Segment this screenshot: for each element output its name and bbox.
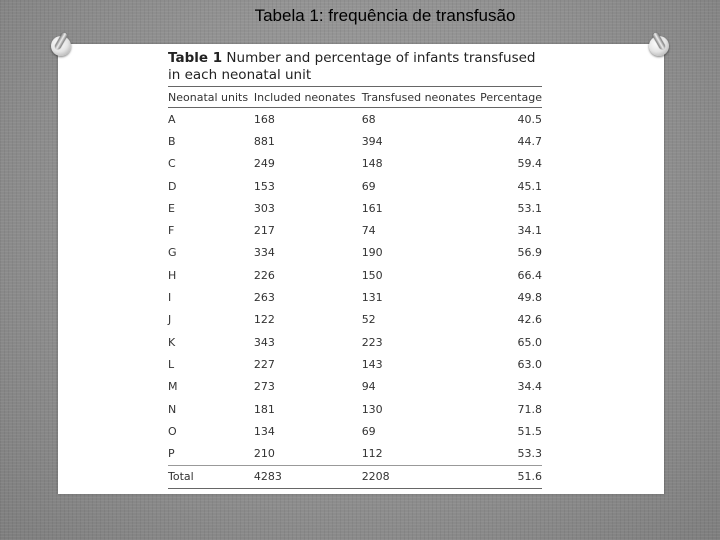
cell-unit: Total (168, 465, 254, 488)
cell-percentage: 53.3 (517, 447, 542, 461)
cell-percentage: 65.0 (517, 335, 542, 349)
table-row (168, 398, 542, 420)
table-row (168, 108, 542, 131)
header-included: Included neonates (254, 87, 362, 108)
table-row (168, 420, 542, 442)
cell-included: 122 (253, 313, 275, 327)
cell-percentage: 53.1 (517, 201, 542, 215)
pushpin-icon (51, 36, 71, 56)
cell-unit: L (168, 357, 175, 371)
table-row (168, 242, 542, 264)
table-row (168, 353, 542, 375)
table-total-row (168, 465, 542, 488)
table-row (168, 130, 542, 152)
cell-included: 217 (253, 224, 275, 238)
header-row (168, 87, 542, 108)
cell-unit: K (168, 335, 176, 349)
cell-transfused: 52 (361, 313, 376, 327)
table-row (168, 286, 542, 308)
cell-included: 168 (253, 112, 275, 126)
cell-unit: G (168, 246, 177, 260)
cell-transfused: 69 (361, 179, 376, 193)
cell-percentage: 45.1 (517, 179, 542, 193)
table-caption (168, 50, 546, 84)
cell-unit: H (168, 268, 177, 282)
cell-transfused: 223 (361, 335, 383, 349)
cell-transfused: 74 (361, 224, 376, 238)
cell-unit: N (168, 402, 177, 416)
cell-transfused: 68 (361, 112, 376, 126)
cell-transfused: 130 (361, 402, 383, 416)
cell-transfused: 143 (361, 357, 383, 371)
cell-transfused: 150 (361, 268, 383, 282)
cell-unit: A (168, 112, 176, 126)
cell-transfused: 69 (361, 424, 376, 438)
cell-unit: J (168, 313, 172, 327)
header-transfused: Transfused neonates (362, 87, 480, 108)
table-row (168, 309, 542, 331)
cell-included: 181 (253, 402, 275, 416)
cell-transfused: 190 (361, 246, 383, 260)
cell-transfused: 394 (361, 134, 383, 148)
cell-included: 273 (253, 380, 275, 394)
cell-transfused: 131 (361, 291, 383, 305)
cell-transfused: 94 (361, 380, 376, 394)
table-row (168, 442, 542, 465)
cell-unit: E (168, 201, 175, 215)
cell-percentage: 49.8 (517, 291, 542, 305)
table-row (168, 197, 542, 219)
cell-unit: D (168, 179, 177, 193)
cell-percentage: 51.6 (480, 465, 542, 488)
cell-percentage: 34.1 (517, 224, 542, 238)
cell-included: 334 (253, 246, 275, 260)
cell-included: 303 (253, 201, 275, 215)
cell-transfused: 161 (361, 201, 383, 215)
cell-percentage: 44.7 (517, 134, 542, 148)
cell-unit: I (168, 291, 172, 305)
cell-percentage: 51.5 (517, 424, 542, 438)
cell-included: 227 (253, 357, 275, 371)
cell-included: 343 (253, 335, 275, 349)
header-units: Neonatal units (168, 87, 254, 108)
cell-included: 263 (253, 291, 275, 305)
table-row (168, 153, 542, 175)
table-body (168, 108, 542, 489)
cell-percentage: 71.8 (517, 402, 542, 416)
cell-unit: C (168, 157, 176, 171)
cell-percentage: 40.5 (517, 112, 542, 126)
cell-percentage: 42.6 (517, 313, 542, 327)
cell-unit: B (168, 134, 176, 148)
table-row (168, 219, 542, 241)
cell-percentage: 59.4 (517, 157, 542, 171)
pushpin-icon (649, 36, 669, 56)
cell-included: 153 (253, 179, 275, 193)
cell-transfused: 148 (361, 157, 383, 171)
cell-transfused: 2208 (362, 465, 480, 488)
cell-included: 226 (253, 268, 275, 282)
table-row (168, 331, 542, 353)
cell-percentage: 56.9 (517, 246, 542, 260)
cell-unit: O (168, 424, 177, 438)
caption-text: Number and percentage of infants transfused in each neonatal unit (168, 50, 536, 83)
cell-transfused: 112 (361, 447, 383, 461)
cell-included: 881 (253, 134, 275, 148)
cell-included: 4283 (254, 465, 362, 488)
transfusion-table (168, 86, 542, 489)
cell-percentage: 63.0 (517, 357, 542, 371)
cell-unit: F (168, 224, 175, 238)
cell-percentage: 34.4 (517, 380, 542, 394)
cell-included: 249 (253, 157, 275, 171)
cell-included: 134 (253, 424, 275, 438)
table-row (168, 264, 542, 286)
header-percentage: Percentage (480, 87, 542, 108)
slide-title: Tabela 1: frequência de transfusão (254, 6, 516, 25)
table-row (168, 376, 542, 398)
caption-label: Table 1 (168, 50, 223, 66)
cell-percentage: 66.4 (517, 268, 542, 282)
cell-included: 210 (253, 447, 275, 461)
table-row (168, 175, 542, 197)
cell-unit: P (168, 447, 175, 461)
cell-unit: M (168, 380, 178, 394)
